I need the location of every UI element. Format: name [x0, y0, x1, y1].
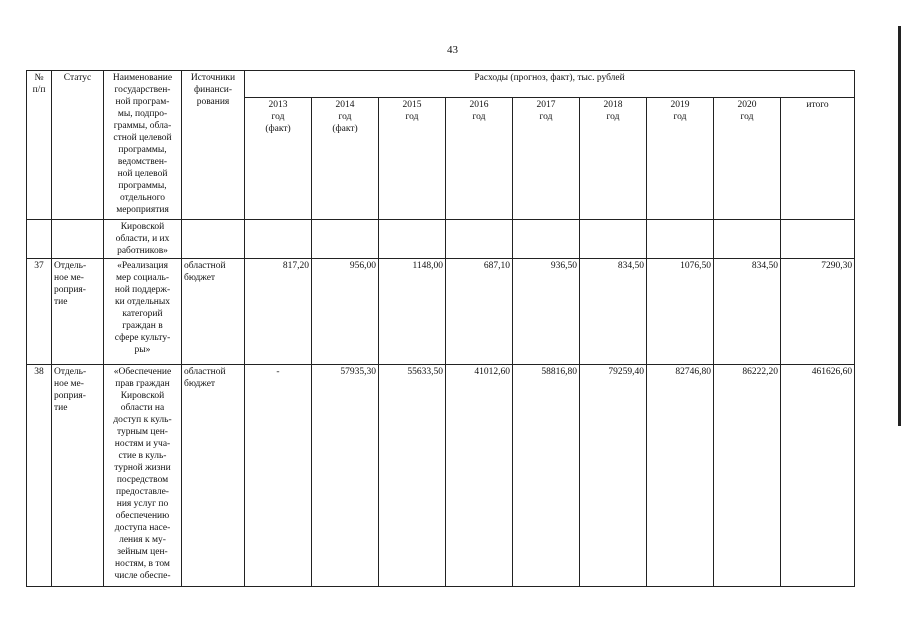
row-name: «Реализация мер социаль- ной поддерж- ки отдельных категорий граждан в сфере культу- ры» [104, 259, 182, 365]
header-total: итого [781, 98, 855, 220]
table-row [27, 365, 855, 587]
header-year-2013: 2013 год (факт) [245, 98, 312, 220]
header-year-2017: 2017 год [513, 98, 580, 220]
value-2014: 956,00 [312, 259, 379, 365]
header-row [27, 71, 855, 98]
row-number: 37 [27, 259, 52, 365]
row-status: Отдель- ное ме- роприя- тие [52, 259, 104, 365]
value-2014: 57935,30 [312, 365, 379, 587]
value-2015: 1148,00 [379, 259, 446, 365]
value-2019: 82746,80 [647, 365, 714, 587]
row-name: «Обеспечение прав граждан Кировской области на доступ к куль- турным цен- ностям и уча- стие в куль- турной жизни посредством предоставле- ния услуг по обеспечению доступа насе- ления к му- зейным цен- ностям, в том числе обеспе- [104, 365, 182, 587]
header-year-2018: 2018 год [580, 98, 647, 220]
value-2016: 41012,60 [446, 365, 513, 587]
value-2016: 687,10 [446, 259, 513, 365]
value-2015: 55633,50 [379, 365, 446, 587]
value-2018: 834,50 [580, 259, 647, 365]
budget-table [26, 70, 855, 587]
value-2013: - [245, 365, 312, 587]
value-2017: 936,50 [513, 259, 580, 365]
value-total: 7290,30 [781, 259, 855, 365]
table-cell [580, 220, 647, 259]
table-cell [52, 220, 104, 259]
header-status: Статус [52, 71, 104, 220]
table-cell [27, 220, 52, 259]
table-cell [714, 220, 781, 259]
header-year-2020: 2020 год [714, 98, 781, 220]
value-2017: 58816,80 [513, 365, 580, 587]
value-total: 461626,60 [781, 365, 855, 587]
row-name: Кировской области, и их работников» [104, 220, 182, 259]
table-cell [379, 220, 446, 259]
table-cell [312, 220, 379, 259]
table-cell [513, 220, 580, 259]
table-cell [245, 220, 312, 259]
row-source: областной бюджет [182, 259, 245, 365]
header-year-2014: 2014 год (факт) [312, 98, 379, 220]
value-2018: 79259,40 [580, 365, 647, 587]
value-2020: 86222,20 [714, 365, 781, 587]
value-2013: 817,20 [245, 259, 312, 365]
table-row [27, 259, 855, 365]
page-edge-rule [898, 26, 901, 426]
value-2019: 1076,50 [647, 259, 714, 365]
value-2020: 834,50 [714, 259, 781, 365]
continuation-row [27, 220, 855, 259]
row-status: Отдель- ное ме- роприя- тие [52, 365, 104, 587]
row-source: областной бюджет [182, 365, 245, 587]
header-expenses: Расходы (прогноз, факт), тыс. рублей [245, 71, 855, 98]
page-number: 43 [447, 44, 458, 56]
header-year-2016: 2016 год [446, 98, 513, 220]
table-cell [182, 220, 245, 259]
header-name: Наименование государствен- ной програм- мы, подпро- граммы, обла- стной целевой программы, ведомствен- ной целевой программы, отдельного мероприятия [104, 71, 182, 220]
table-cell [781, 220, 855, 259]
table-cell [446, 220, 513, 259]
header-source: Источники финанси- рования [182, 71, 245, 220]
header-year-2015: 2015 год [379, 98, 446, 220]
header-year-2019: 2019 год [647, 98, 714, 220]
row-number: 38 [27, 365, 52, 587]
header-num: № п/п [27, 71, 52, 220]
table-cell [647, 220, 714, 259]
